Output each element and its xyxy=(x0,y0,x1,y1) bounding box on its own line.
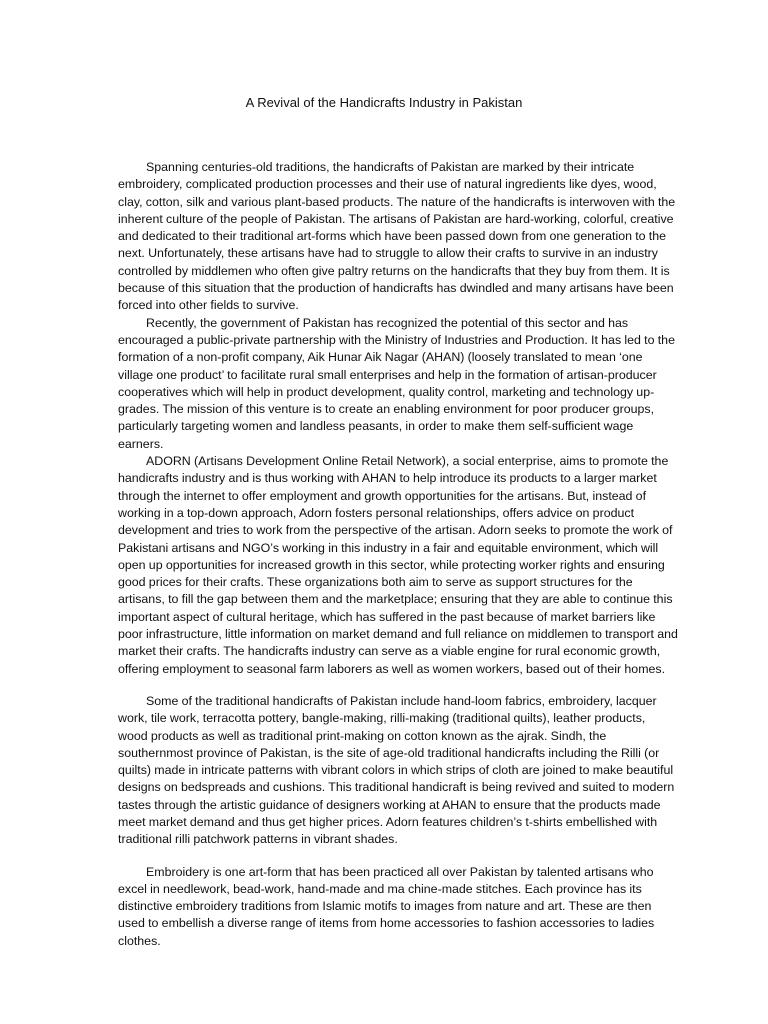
document-title: A Revival of the Handicrafts Industry in Pakistan xyxy=(245,95,523,110)
paragraph-traditional-handicrafts: Some of the traditional handicrafts of Pakistan include hand-loom fabrics, embroidery, lacquer work, tile work, terracotta pottery, bangle-making, rilli-making (traditional quilts), leather products, wood products as well as traditional print-making on cotton known as the ajrak. Sindh, the southernmost province of Pakistan, is the site of age-old traditional handicrafts including the Rilli (or quilts) made in intricate patterns with vibrant colors in which strips of cloth are joined to make beautiful designs on bedspreads and cushions. This traditional handicraft is being revived and suited to modern tastes through the artistic guidance of designers working at AHAN to ensure that the products made meet market demand and thus get higher prices. Adorn features children’s t-shirts embellished with traditional rilli patchwork patterns in vibrant shades. xyxy=(118,693,675,847)
paragraph-embroidery: Embroidery is one art-form that has been practiced all over Pakistan by talented artisans who excel in needlework, bead-work, hand-made and ma chine-made stitches. Each province has its distinctive embroidery traditions from Islamic motifs to images from nature and art. These are then used to embellish a diverse range of items from home accessories to fashion accessories to ladies clothes. xyxy=(118,864,655,948)
paragraph-adorn: ADORN (Artisans Development Online Retail Network), a social enterprise, aims to promote the handicrafts industry and is thus working with AHAN to help introduce its products to a larger market through the internet to offer employment and growth opportunities for the artisans. But, instead of working in a top-down approach, Adorn fosters personal relationships, offers advice on product development and tries to work from the perspective of the artisan. Adorn seeks to promote the work of Pakistani artisans and NGO’s working in this industry in a fair and equitable environment, which will open up opportunities for increased growth in this sector, while protecting worker rights and ensuring good prices for their crafts. These organizations both aim to serve as support structures for the artisans, to fill the gap between them and the marketplace; ensuring that they are able to continue this important aspect of cultural heritage, which has suffered in the past because of market barriers like poor infrastructure, little information on market demand and full reliance on middlemen to transport and market their crafts. The handicrafts industry can serve as a viable engine for rural economic growth, offering employment to seasonal farm laborers as well as women workers, based out of their homes. xyxy=(118,454,678,676)
paragraph-government: Recently, the government of Pakistan has recognized the potential of this sector and has encouraged a public-private partnership with the Ministry of Industries and Production. It has led to the formation of a non-profit company, Aik Hunar Aik Nagar (AHAN) (loosely translated to mean ‘one village one product’ to facilitate rural small enterprises and help in the formation of artisan-producer cooperatives which will help in product development, quality control, marketing and technology up-grades. The mission of this venture is to create an enabling environment for poor producer groups, particularly targeting women and landless peasants, in order to make them self-sufficient wage earners. xyxy=(118,315,675,451)
document-body xyxy=(118,159,678,950)
paragraph-intro: Spanning centuries-old traditions, the handicrafts of Pakistan are marked by their intricate embroidery, complicated production processes and their use of natural ingredients like dyes, wood, clay, cotton, silk and various plant-based products. The nature of the handicrafts is interwoven with the inherent culture of the people of Pakistan. The artisans of Pakistan are hard-working, colorful, creative and dedicated to their traditional art-forms which have been passed down from one generation to the next. Unfortunately, these artisans have had to struggle to allow their crafts to survive in an industry controlled by middlemen who often give paltry returns on the handicrafts that they buy from them. It is because of this situation that the production of handicrafts has dwindled and many artisans have been forced into other fields to survive. xyxy=(118,160,676,313)
